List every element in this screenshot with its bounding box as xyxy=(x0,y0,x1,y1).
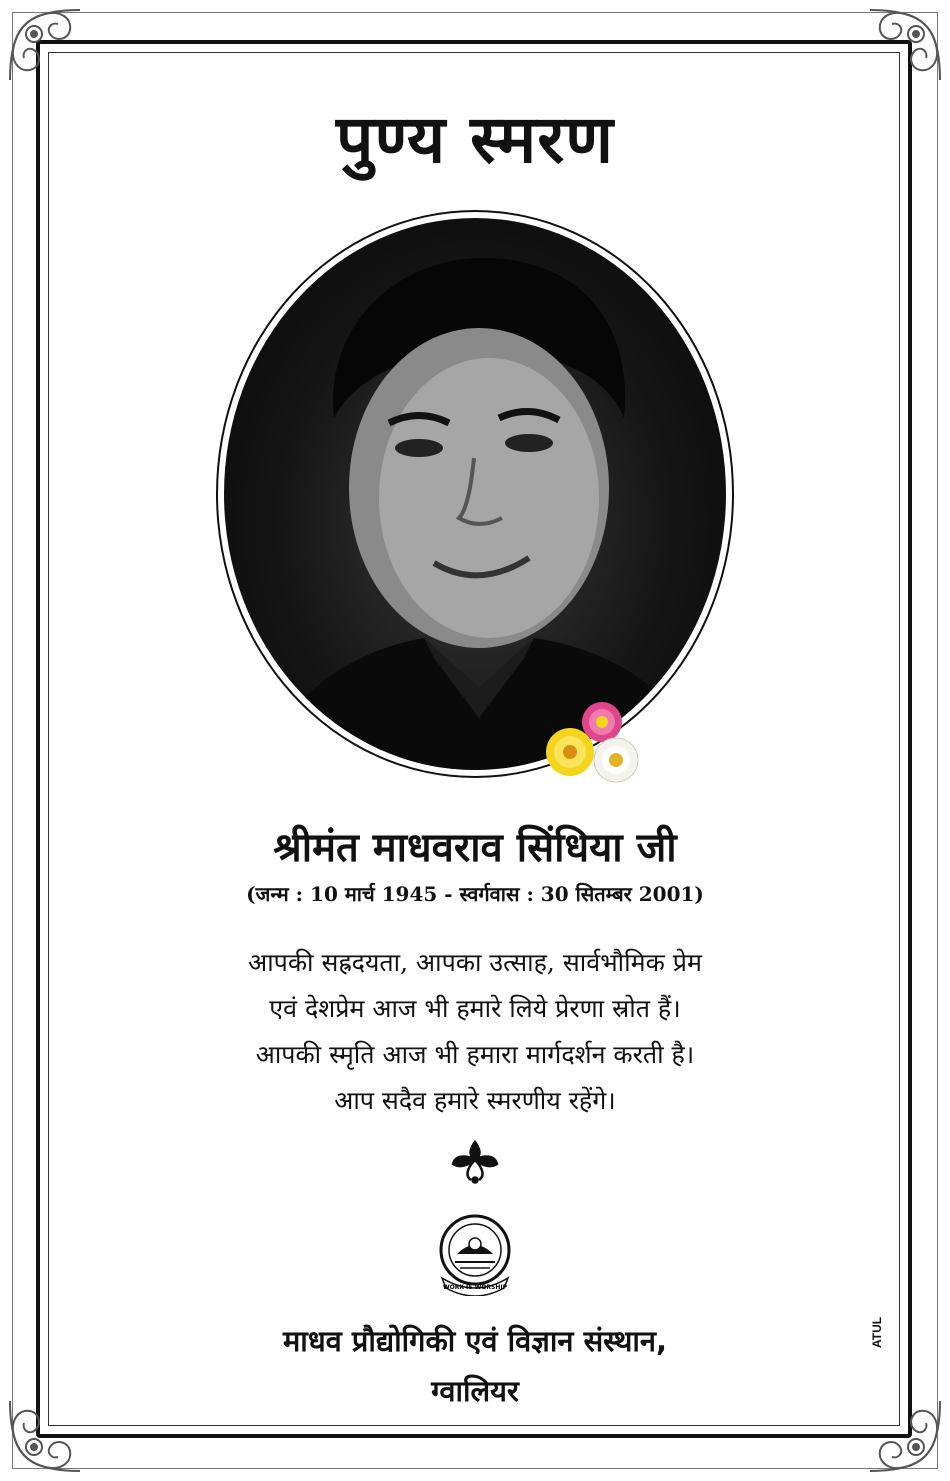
person-dates: (जन्म : 10 मार्च 1945 - स्वर्गवास : 30 सितम्बर 2001) xyxy=(246,882,704,906)
institute-name xyxy=(0,1316,950,1416)
institute-seal-icon xyxy=(430,1212,520,1296)
institute-line2: ग्वालियर xyxy=(431,1374,519,1408)
corner-ornament-icon xyxy=(860,0,950,90)
corner-ornament-icon xyxy=(0,0,90,90)
portrait-silhouette xyxy=(224,218,726,770)
artist-credit: ATUL xyxy=(870,1316,884,1348)
person-name: श्रीमंत माधवराव सिंधिया जी xyxy=(273,825,677,871)
tribute-text xyxy=(0,940,950,1124)
floral-divider-ornament-icon xyxy=(445,1138,505,1184)
portrait-photo-icon xyxy=(224,218,726,770)
portrait-frame xyxy=(216,210,734,778)
tribute-line: आप सदैव हमारे स्मरणीय रहेंगे। xyxy=(334,1086,616,1115)
page-title: पुण्य स्मरण xyxy=(336,101,614,178)
tribute-line: आपकी सह्रदयता, आपका उत्साह, सार्वभौमिक प्रेम xyxy=(248,948,702,977)
institute-line1: माधव प्रौद्योगिकी एवं विज्ञान संस्थान, xyxy=(282,1324,668,1358)
tribute-line: आपकी स्मृति आज भी हमारा मार्गदर्शन करती है। xyxy=(255,1040,695,1069)
seal-motto: WORK IS WORSHIP xyxy=(442,1284,508,1291)
tribute-line: एवं देशप्रेम आज भी हमारे लिये प्रेरणा स्रोत हैं। xyxy=(269,994,681,1023)
flower-cluster-icon xyxy=(540,700,650,790)
